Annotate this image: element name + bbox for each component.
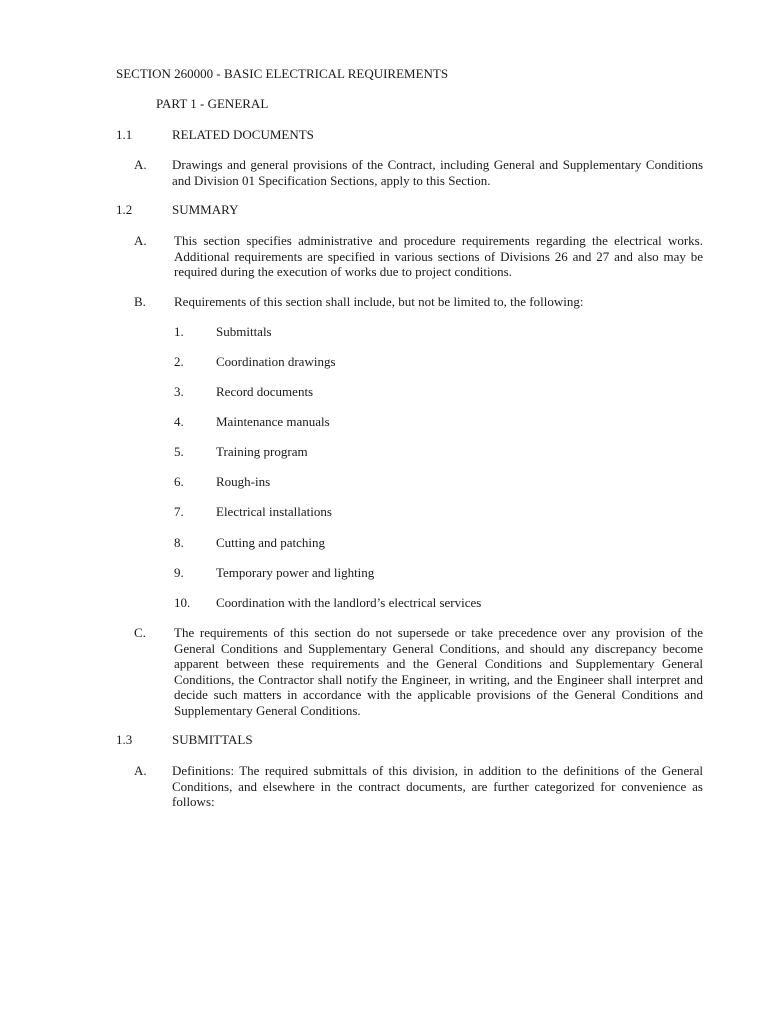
list-item-text: Record documents: [216, 384, 314, 399]
list-item-number: 2.: [174, 354, 184, 369]
list-item-number: 6.: [174, 474, 184, 489]
paragraph-text: Requirements of this section shall include, but not be limited to, the following:: [174, 294, 584, 309]
paragraph-label: A.: [134, 763, 147, 778]
paragraph-label: A.: [134, 233, 147, 248]
section-title: SECTION 260000 - BASIC ELECTRICAL REQUIREMENTS: [116, 66, 449, 81]
paragraph-label: B.: [134, 294, 146, 309]
paragraph-text: Definitions: The required submittals of this division, in addition to the definitions of the General Conditions, and elsewhere in the contract documents, are further categorized for convenience as follows:: [172, 763, 703, 809]
list-item-number: 3.: [174, 384, 184, 399]
list-item-text: Coordination drawings: [216, 354, 336, 369]
paragraph-label: C.: [134, 625, 146, 640]
paragraph-text: The requirements of this section do not supersede or take precedence over any provision of the General Conditions and Supplementary General Conditions, and should any discrepancy become apparent between these requirements and the General Conditions and Supplementary General Conditions, the Contractor shall notify the Engineer, in writing, and the Engineer shall interpret and decide such matters in accordance with the applicable provisions of the General Conditions and Supplementary General Conditions.: [174, 625, 703, 718]
paragraph-text: This section specifies administrative and procedure requirements regarding the electrical works. Additional requirements are specified in various sections of Divisions 26 and 27 and also may be required during the execution of works due to project conditions.: [174, 233, 703, 279]
paragraph-label: A.: [134, 157, 147, 172]
list-item-text: Coordination with the landlord’s electrical services: [216, 595, 482, 610]
article-number: 1.2: [116, 202, 133, 217]
list-item-text: Submittals: [216, 324, 272, 339]
article-title: SUMMARY: [172, 202, 239, 217]
part-title: PART 1 - GENERAL: [156, 96, 269, 111]
list-item-number: 7.: [174, 504, 184, 519]
list-item-text: Electrical installations: [216, 504, 332, 519]
article-title: SUBMITTALS: [172, 732, 253, 747]
list-item-number: 5.: [174, 444, 184, 459]
article-title: RELATED DOCUMENTS: [172, 127, 314, 142]
list-item-number: 10.: [174, 595, 191, 610]
article-number: 1.3: [116, 732, 133, 747]
list-item-number: 1.: [174, 324, 184, 339]
list-item-text: Temporary power and lighting: [216, 565, 375, 580]
list-item-text: Training program: [216, 444, 308, 459]
list-item-number: 4.: [174, 414, 184, 429]
list-item-text: Maintenance manuals: [216, 414, 330, 429]
list-item-number: 8.: [174, 535, 184, 550]
list-item-text: Rough-ins: [216, 474, 271, 489]
list-item-number: 9.: [174, 565, 184, 580]
list-item-text: Cutting and patching: [216, 535, 326, 550]
article-number: 1.1: [116, 127, 133, 142]
paragraph-text: Drawings and general provisions of the Contract, including General and Supplementary Conditions and Division 01 Specification Sections, apply to this Section.: [172, 157, 703, 188]
